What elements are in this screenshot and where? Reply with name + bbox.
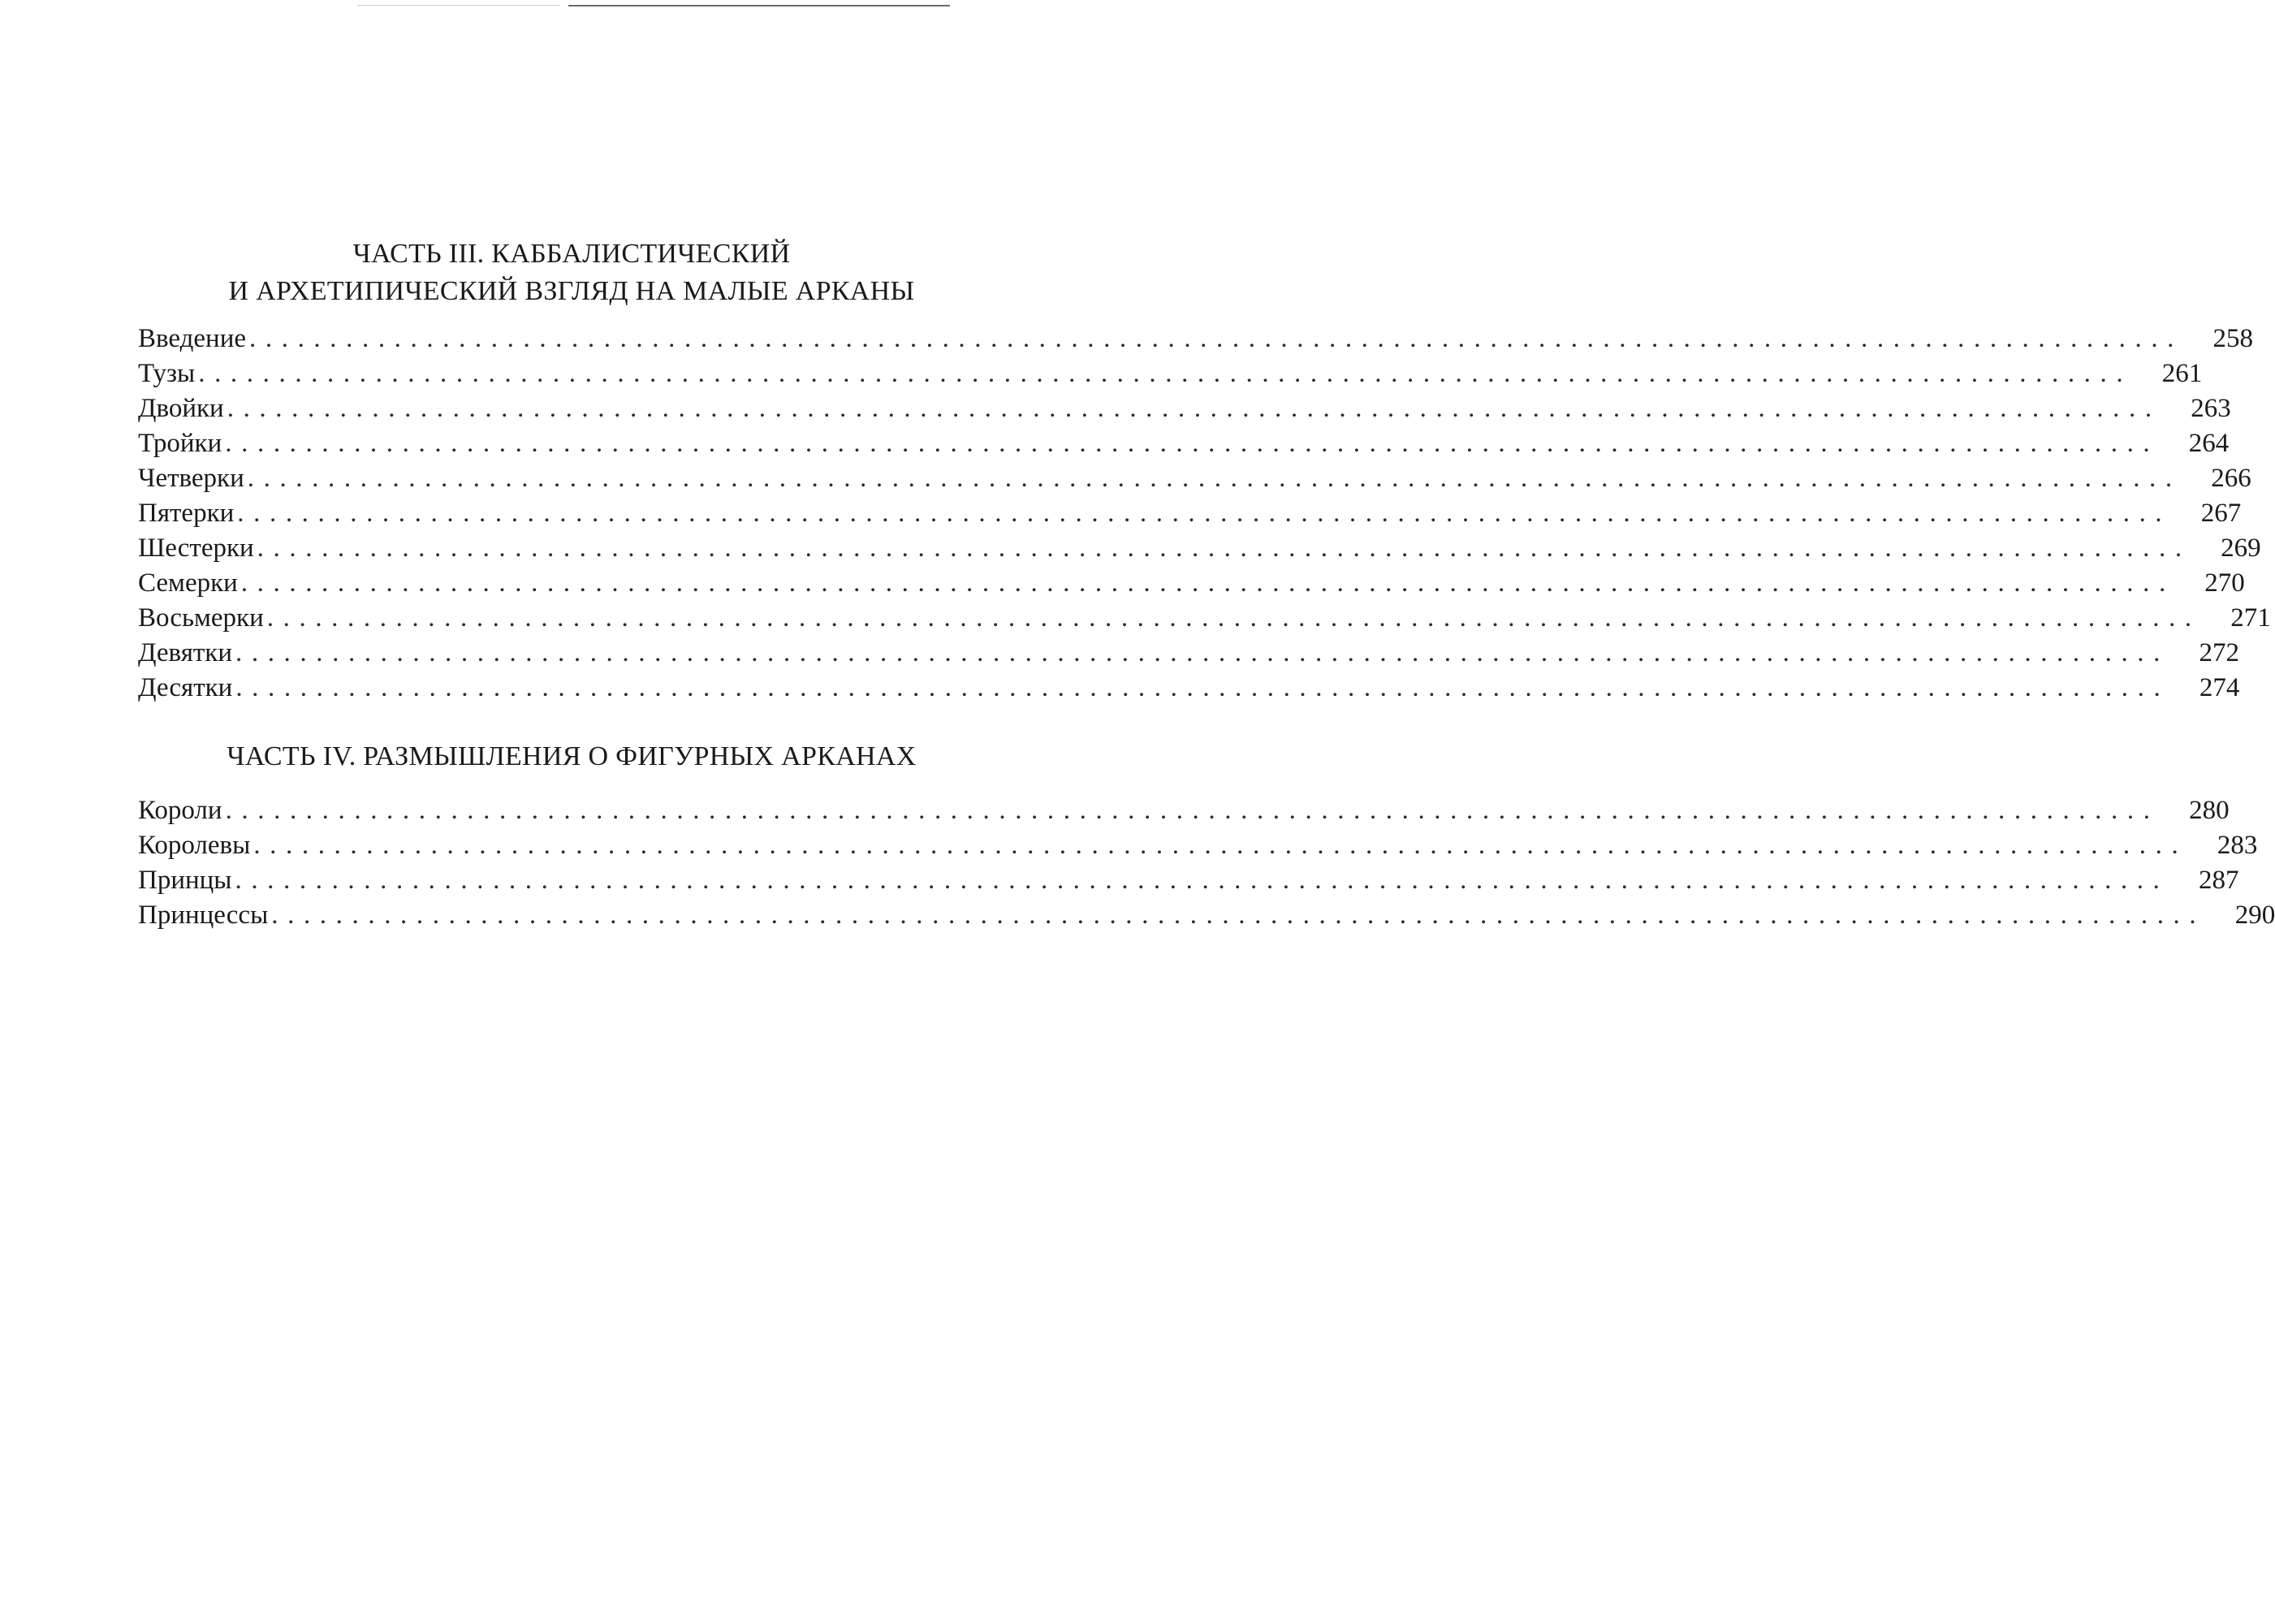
toc-entry-label: Принцессы [138,901,269,930]
toc-entry-page: 269 [2221,533,2261,563]
leader-dots: ........................................................................................................................ [247,464,2182,493]
leader-dots: ........................................................................................................................ [249,324,2184,353]
leader-dots: ........................................................................................................................ [240,568,2175,598]
leader-dots: ........................................................................................................................ [235,638,2169,667]
toc-entry[interactable] [138,898,2275,933]
toc-entry-label: Принцы [138,866,232,895]
toc-entry[interactable] [138,863,2239,898]
toc-entry-label: Десятки [138,673,233,702]
toc-entry-page: 272 [2199,638,2239,667]
toc-entry-page: 263 [2191,394,2231,423]
top-edge-rule [568,5,950,6]
toc-entry[interactable] [138,793,2230,828]
toc-entry-page: 270 [2204,568,2245,598]
toc-entry-label: Введение [138,324,247,353]
toc-entry[interactable] [138,601,2271,636]
toc-entry-page: 283 [2217,831,2258,860]
toc-entry[interactable] [138,531,2261,566]
toc-entry-page: 267 [2200,499,2242,528]
toc-entry-label: Девятки [138,638,232,667]
part-3-title [138,235,1005,310]
toc-entry-page: 290 [2234,901,2275,930]
toc-entry[interactable] [138,828,2258,863]
toc-entry[interactable] [138,322,2254,356]
leader-dots: ........................................................................................................................ [257,533,2191,563]
part-4-title-line-1: ЧАСТЬ IV. РАЗМЫШЛЕНИЯ О ФИГУРНЫХ АРКАНАХ [227,741,917,771]
toc-entry[interactable] [138,461,2251,496]
leader-dots: ........................................................................................................................ [253,831,2188,860]
toc-entry[interactable] [138,391,2231,426]
toc-entry-page: 266 [2211,464,2251,493]
toc-entry[interactable] [138,671,2240,706]
leader-dots: ........................................................................................................................ [198,359,2133,388]
part-4-title [138,738,1005,775]
leader-dots: ........................................................................................................................ [235,866,2169,895]
leader-dots: ........................................................................................................................ [271,901,2206,930]
leader-dots: ........................................................................................................................ [266,603,2201,633]
toc-entry[interactable] [138,426,2230,461]
leader-dots: ........................................................................................................................ [237,499,2172,528]
leader-dots: ........................................................................................................................ [227,394,2161,423]
leader-dots: ........................................................................................................................ [225,429,2160,458]
toc-entry-label: Короли [138,796,222,825]
toc-entry-page: 258 [2212,324,2254,353]
toc-entry-page: 264 [2188,429,2230,458]
top-edge-rule-faint [357,5,560,6]
toc-entry-label: Семерки [138,568,238,598]
part-3-entries [138,322,2271,706]
part-3-title-line-2: И АРХЕТИПИЧЕСКИЙ ВЗГЛЯД НА МАЛЫЕ АРКАНЫ [228,276,915,306]
toc-entry-page: 261 [2161,359,2203,388]
leader-dots: ........................................................................................................................ [225,796,2160,825]
toc-entry-page: 287 [2198,866,2239,895]
toc-entry-label: Двойки [138,394,224,423]
part-3-title-line-1: ЧАСТЬ III. КАББАЛИСТИЧЕСКИЙ [352,239,791,269]
section-spacer [138,706,1005,738]
toc-entry[interactable] [138,566,2245,601]
toc-entry-label: Пятерки [138,499,235,528]
toc-entry-label: Шестерки [138,533,254,563]
toc-entry[interactable] [138,496,2242,531]
toc-entry-page: 271 [2230,603,2271,633]
toc-entry[interactable] [138,356,2203,391]
part-4-entries [138,793,2275,933]
toc-entry-label: Тузы [138,359,196,388]
toc-entry-label: Четверки [138,464,244,493]
toc-entry-label: Восьмерки [138,603,264,633]
table-of-contents [138,235,2275,933]
toc-entry[interactable] [138,636,2239,671]
toc-entry-label: Королевы [138,831,251,860]
toc-entry-page: 274 [2199,673,2240,702]
toc-entry-label: Тройки [138,429,222,458]
leader-dots: ........................................................................................................................ [235,673,2170,702]
toc-entry-page: 280 [2189,796,2230,825]
